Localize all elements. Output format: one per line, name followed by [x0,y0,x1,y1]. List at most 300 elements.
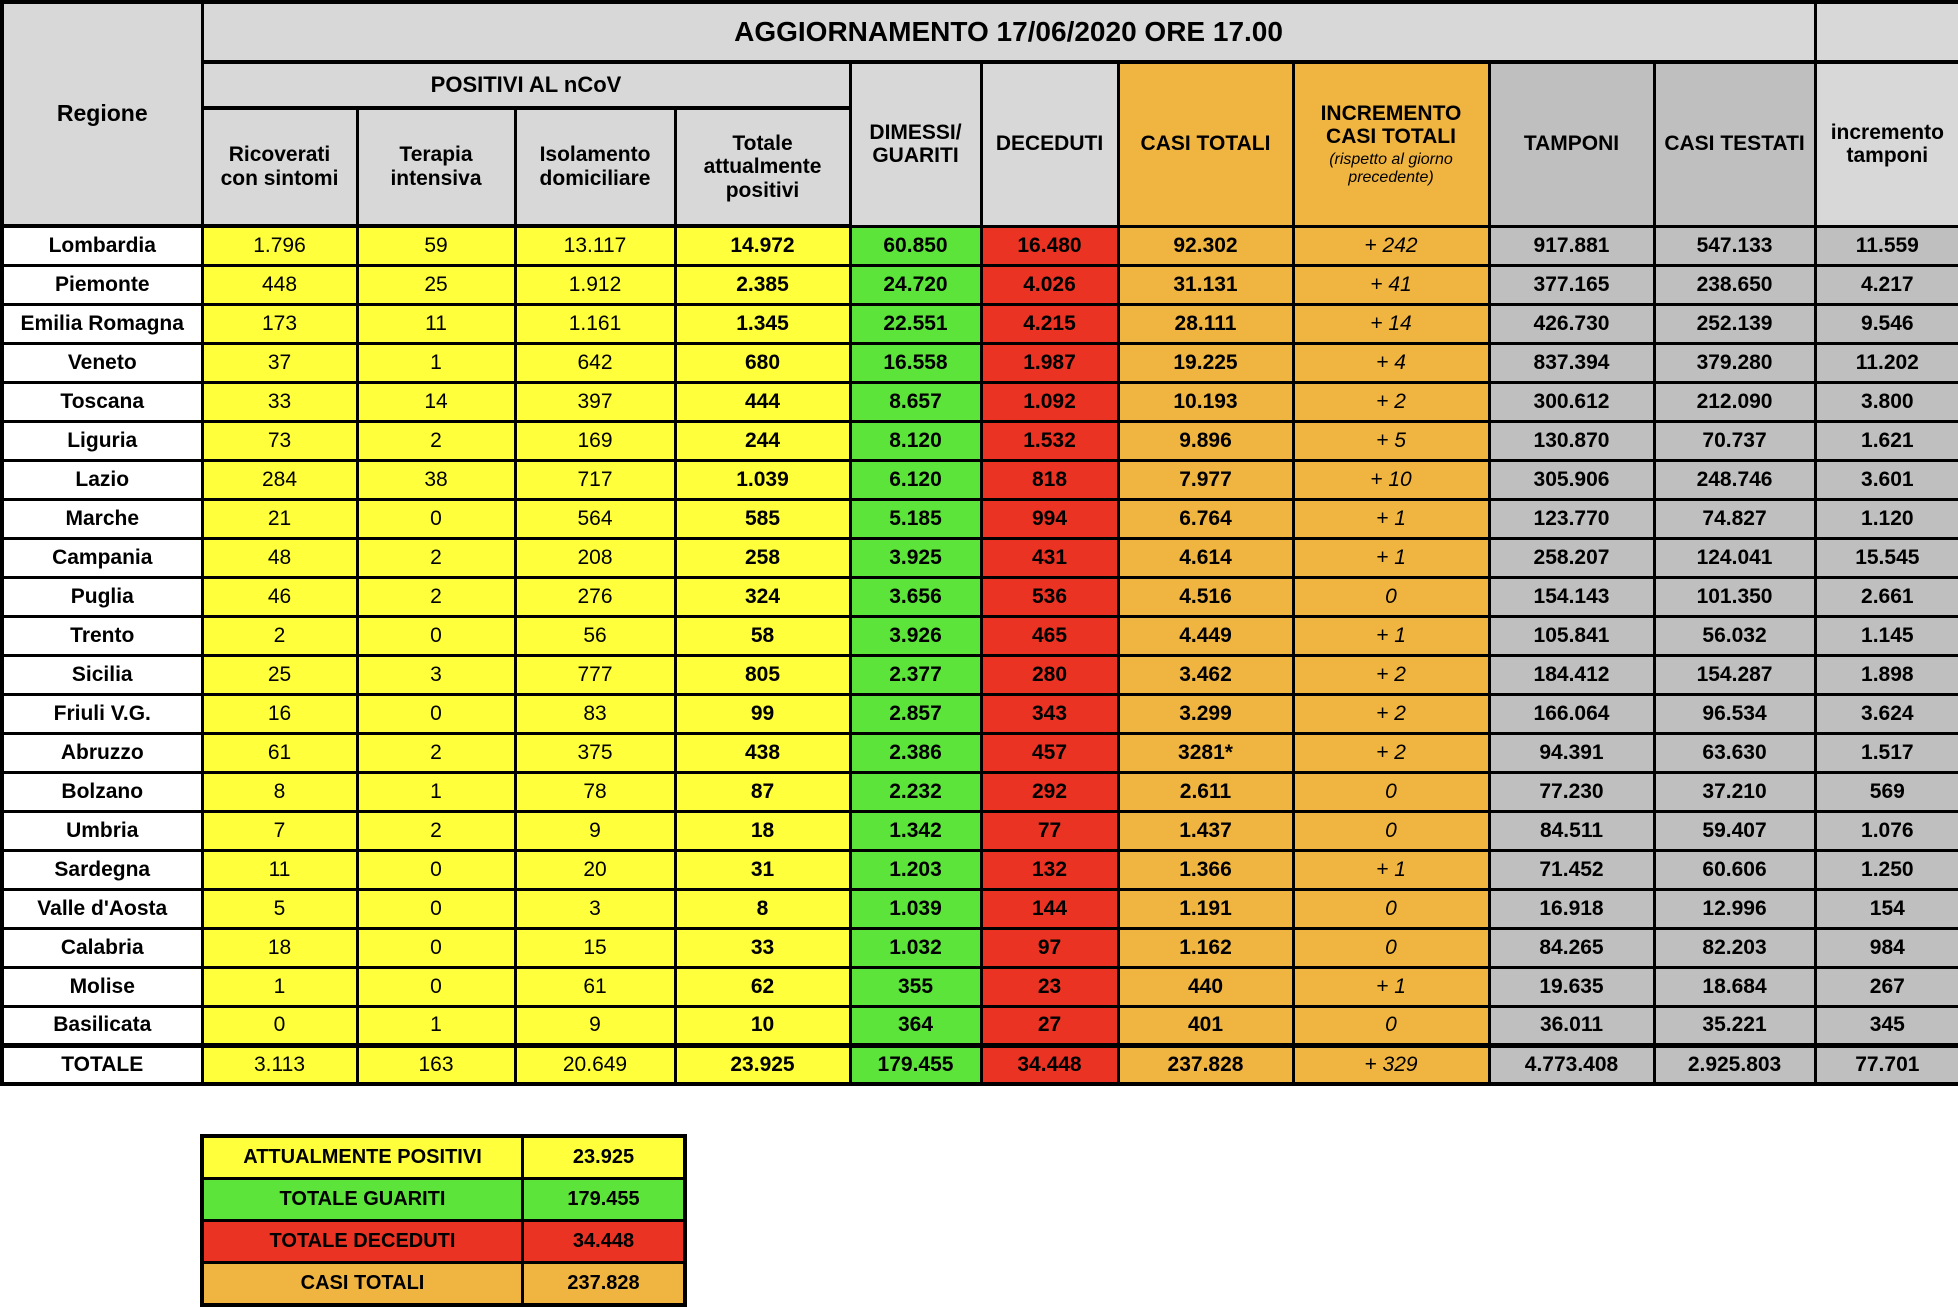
cell-ricoverati: 21 [202,499,357,538]
cell-terapia-intensiva: 0 [357,499,515,538]
region-name: Piemonte [2,265,202,304]
cell-terapia-intensiva: 0 [357,694,515,733]
cell-terapia-intensiva: 25 [357,265,515,304]
cell-deceduti: 132 [981,850,1118,889]
cell-incremento-casi: 0 [1293,1006,1489,1045]
cell-totale-positivi: 31 [675,850,850,889]
cell-ricoverati: 25 [202,655,357,694]
legend-label-totale-deceduti: TOTALE DECEDUTI [202,1221,523,1263]
header-ricoverati: Ricoverati con sintomi [202,108,357,226]
cell-incremento-casi: + 14 [1293,304,1489,343]
cell-incremento-casi: 0 [1293,889,1489,928]
cell-terapia-intensiva: 0 [357,967,515,1006]
cell-casi-totali: 1.366 [1118,850,1293,889]
cell-terapia-intensiva: 14 [357,382,515,421]
region-name: Campania [2,538,202,577]
cell-tamponi: 258.207 [1489,538,1654,577]
cell-totale-positivi: 58 [675,616,850,655]
cell-casi-totali: 31.131 [1118,265,1293,304]
cell-tamponi: 154.143 [1489,577,1654,616]
table-row [2,421,1958,460]
cell-incremento-casi: 0 [1293,928,1489,967]
cell-incremento-casi: + 1 [1293,616,1489,655]
cell-dimessi-guariti: 1.032 [850,928,981,967]
cell-terapia-intensiva: 0 [357,616,515,655]
region-name: Veneto [2,343,202,382]
region-name: Valle d'Aosta [2,889,202,928]
cell-deceduti: 431 [981,538,1118,577]
cell-incremento-tamponi: 9.546 [1815,304,1958,343]
cell-casi-testati: 154.287 [1654,655,1815,694]
cell-casi-totali: 19.225 [1118,343,1293,382]
region-name: TOTALE [2,1045,202,1084]
cell-ricoverati: 48 [202,538,357,577]
cell-isolamento: 717 [515,460,675,499]
cell-terapia-intensiva: 38 [357,460,515,499]
cell-incremento-casi: + 1 [1293,850,1489,889]
cell-terapia-intensiva: 1 [357,343,515,382]
cell-deceduti: 23 [981,967,1118,1006]
cell-dimessi-guariti: 8.120 [850,421,981,460]
table-row [2,577,1958,616]
cell-dimessi-guariti: 3.656 [850,577,981,616]
cell-dimessi-guariti: 364 [850,1006,981,1045]
table-row [2,226,1958,265]
cell-incremento-casi: 0 [1293,577,1489,616]
cell-ricoverati: 7 [202,811,357,850]
cell-incremento-casi: + 5 [1293,421,1489,460]
header-regione: Regione [2,2,202,226]
cell-incremento-tamponi: 11.559 [1815,226,1958,265]
cell-deceduti: 1.532 [981,421,1118,460]
cell-totale-positivi: 10 [675,1006,850,1045]
cell-deceduti: 457 [981,733,1118,772]
region-name: Sicilia [2,655,202,694]
cell-terapia-intensiva: 0 [357,850,515,889]
header-dimessi-guariti: DIMESSI/ GUARITI [850,62,981,226]
cell-deceduti: 465 [981,616,1118,655]
cell-incremento-casi: + 1 [1293,499,1489,538]
cell-casi-totali: 92.302 [1118,226,1293,265]
header-isolamento: Isolamento domiciliare [515,108,675,226]
cell-casi-totali: 3.299 [1118,694,1293,733]
cell-casi-totali: 6.764 [1118,499,1293,538]
table-row [2,850,1958,889]
cell-casi-totali: 4.516 [1118,577,1293,616]
cell-dimessi-guariti: 1.039 [850,889,981,928]
cell-incremento-casi: + 242 [1293,226,1489,265]
cell-isolamento: 169 [515,421,675,460]
legend-row [202,1179,685,1221]
cell-incremento-tamponi: 3.800 [1815,382,1958,421]
cell-dimessi-guariti: 2.232 [850,772,981,811]
cell-totale-positivi: 805 [675,655,850,694]
region-rows [2,226,1958,1084]
cell-casi-testati: 63.630 [1654,733,1815,772]
cell-casi-totali: 401 [1118,1006,1293,1045]
cell-ricoverati: 33 [202,382,357,421]
cell-totale-positivi: 33 [675,928,850,967]
legend-value-totale-guariti: 179.455 [523,1179,686,1221]
header-casi-testati: CASI TESTATI [1654,62,1815,226]
cell-incremento-casi: + 10 [1293,460,1489,499]
cell-incremento-casi: + 2 [1293,733,1489,772]
cell-dimessi-guariti: 3.926 [850,616,981,655]
header-incremento-casi-label: INCREMENTO CASI TOTALI [1320,101,1462,149]
cell-deceduti: 97 [981,928,1118,967]
cell-incremento-tamponi: 569 [1815,772,1958,811]
header-deceduti: DECEDUTI [981,62,1118,226]
cell-totale-positivi: 62 [675,967,850,1006]
cell-incremento-tamponi: 1.621 [1815,421,1958,460]
legend-value-attualmente-positivi: 23.925 [523,1136,686,1179]
cell-isolamento: 78 [515,772,675,811]
table-row [2,538,1958,577]
cell-casi-testati: 70.737 [1654,421,1815,460]
cell-casi-totali: 237.828 [1118,1045,1293,1084]
cell-totale-positivi: 438 [675,733,850,772]
cell-isolamento: 375 [515,733,675,772]
cell-casi-testati: 379.280 [1654,343,1815,382]
table-row [2,382,1958,421]
cell-totale-positivi: 99 [675,694,850,733]
cell-casi-testati: 212.090 [1654,382,1815,421]
cell-isolamento: 642 [515,343,675,382]
cell-tamponi: 426.730 [1489,304,1654,343]
table-row [2,655,1958,694]
cell-deceduti: 280 [981,655,1118,694]
cell-ricoverati: 1 [202,967,357,1006]
cell-tamponi: 36.011 [1489,1006,1654,1045]
cell-terapia-intensiva: 2 [357,811,515,850]
header-incremento-tamponi: incremento tamponi [1815,62,1958,226]
table-row [2,811,1958,850]
cell-isolamento: 3 [515,889,675,928]
cell-casi-testati: 60.606 [1654,850,1815,889]
cell-terapia-intensiva: 2 [357,538,515,577]
cell-tamponi: 71.452 [1489,850,1654,889]
cell-incremento-casi: + 2 [1293,694,1489,733]
cell-incremento-casi: + 2 [1293,382,1489,421]
legend-label-attualmente-positivi: ATTUALMENTE POSITIVI [202,1136,523,1179]
cell-ricoverati: 3.113 [202,1045,357,1084]
cell-incremento-tamponi: 4.217 [1815,265,1958,304]
cell-dimessi-guariti: 3.925 [850,538,981,577]
table-row [2,616,1958,655]
legend-row [202,1263,685,1306]
cell-ricoverati: 18 [202,928,357,967]
cell-dimessi-guariti: 16.558 [850,343,981,382]
cell-tamponi: 123.770 [1489,499,1654,538]
cell-incremento-casi: + 329 [1293,1045,1489,1084]
cell-terapia-intensiva: 0 [357,928,515,967]
cell-dimessi-guariti: 1.203 [850,850,981,889]
legend-value-totale-deceduti: 34.448 [523,1221,686,1263]
cell-terapia-intensiva: 1 [357,772,515,811]
cell-isolamento: 83 [515,694,675,733]
cell-totale-positivi: 1.039 [675,460,850,499]
cell-tamponi: 105.841 [1489,616,1654,655]
corner-cell [1815,2,1958,62]
cell-incremento-tamponi: 1.120 [1815,499,1958,538]
cell-tamponi: 377.165 [1489,265,1654,304]
cell-deceduti: 343 [981,694,1118,733]
cell-isolamento: 564 [515,499,675,538]
cell-isolamento: 9 [515,1006,675,1045]
cell-deceduti: 4.215 [981,304,1118,343]
region-name: Calabria [2,928,202,967]
cell-ricoverati: 46 [202,577,357,616]
region-name: Molise [2,967,202,1006]
cell-incremento-tamponi: 1.076 [1815,811,1958,850]
table-row [2,889,1958,928]
region-name: Umbria [2,811,202,850]
cell-isolamento: 777 [515,655,675,694]
cell-ricoverati: 73 [202,421,357,460]
cell-totale-positivi: 585 [675,499,850,538]
cell-casi-testati: 37.210 [1654,772,1815,811]
cell-casi-testati: 238.650 [1654,265,1815,304]
cell-deceduti: 1.092 [981,382,1118,421]
cell-ricoverati: 448 [202,265,357,304]
legend-table [200,1134,687,1307]
cell-incremento-tamponi: 11.202 [1815,343,1958,382]
cell-terapia-intensiva: 59 [357,226,515,265]
cell-incremento-tamponi: 1.250 [1815,850,1958,889]
table-row [2,304,1958,343]
legend-value-casi-totali: 237.828 [523,1263,686,1306]
cell-terapia-intensiva: 2 [357,577,515,616]
header-terapia-intensiva: Terapia intensiva [357,108,515,226]
cell-incremento-tamponi: 1.898 [1815,655,1958,694]
cell-terapia-intensiva: 1 [357,1006,515,1045]
cell-incremento-casi: 0 [1293,772,1489,811]
header-positivi-group: POSITIVI AL nCoV [202,62,850,108]
cell-incremento-casi: 0 [1293,811,1489,850]
cell-deceduti: 1.987 [981,343,1118,382]
cell-casi-testati: 101.350 [1654,577,1815,616]
cell-isolamento: 61 [515,967,675,1006]
cell-ricoverati: 61 [202,733,357,772]
cell-totale-positivi: 324 [675,577,850,616]
table-row [2,967,1958,1006]
cell-casi-totali: 2.611 [1118,772,1293,811]
cell-isolamento: 20.649 [515,1045,675,1084]
cell-incremento-tamponi: 1.517 [1815,733,1958,772]
cell-casi-totali: 1.191 [1118,889,1293,928]
table-title: AGGIORNAMENTO 17/06/2020 ORE 17.00 [202,2,1815,62]
region-name: Sardegna [2,850,202,889]
cell-incremento-tamponi: 984 [1815,928,1958,967]
cell-terapia-intensiva: 11 [357,304,515,343]
cell-casi-totali: 1.162 [1118,928,1293,967]
cell-incremento-tamponi: 15.545 [1815,538,1958,577]
cell-tamponi: 84.265 [1489,928,1654,967]
cell-deceduti: 994 [981,499,1118,538]
cell-dimessi-guariti: 2.857 [850,694,981,733]
cell-dimessi-guariti: 22.551 [850,304,981,343]
cell-casi-totali: 3281* [1118,733,1293,772]
cell-incremento-tamponi: 77.701 [1815,1045,1958,1084]
cell-incremento-tamponi: 3.601 [1815,460,1958,499]
region-name: Liguria [2,421,202,460]
cell-isolamento: 276 [515,577,675,616]
cell-ricoverati: 0 [202,1006,357,1045]
cell-incremento-tamponi: 345 [1815,1006,1958,1045]
header-casi-totali: CASI TOTALI [1118,62,1293,226]
region-name: Lombardia [2,226,202,265]
table-row [2,694,1958,733]
cell-dimessi-guariti: 1.342 [850,811,981,850]
cell-casi-testati: 18.684 [1654,967,1815,1006]
cell-casi-totali: 3.462 [1118,655,1293,694]
cell-incremento-casi: + 1 [1293,967,1489,1006]
cell-totale-positivi: 1.345 [675,304,850,343]
region-name: Trento [2,616,202,655]
cell-dimessi-guariti: 60.850 [850,226,981,265]
cell-isolamento: 13.117 [515,226,675,265]
cell-deceduti: 34.448 [981,1045,1118,1084]
cell-incremento-tamponi: 154 [1815,889,1958,928]
cell-casi-testati: 74.827 [1654,499,1815,538]
cell-isolamento: 20 [515,850,675,889]
cell-dimessi-guariti: 6.120 [850,460,981,499]
region-name: Lazio [2,460,202,499]
cell-casi-testati: 2.925.803 [1654,1045,1815,1084]
cell-totale-positivi: 8 [675,889,850,928]
cell-ricoverati: 8 [202,772,357,811]
cell-casi-testati: 12.996 [1654,889,1815,928]
table-row [2,772,1958,811]
header-incremento-casi-note: (rispetto al giorno precedente) [1329,150,1453,186]
cell-tamponi: 300.612 [1489,382,1654,421]
region-name: Basilicata [2,1006,202,1045]
cell-isolamento: 15 [515,928,675,967]
cell-totale-positivi: 680 [675,343,850,382]
cell-isolamento: 56 [515,616,675,655]
cell-casi-testati: 35.221 [1654,1006,1815,1045]
cell-deceduti: 4.026 [981,265,1118,304]
cell-incremento-casi: + 2 [1293,655,1489,694]
cell-deceduti: 536 [981,577,1118,616]
cell-terapia-intensiva: 2 [357,733,515,772]
cell-tamponi: 94.391 [1489,733,1654,772]
cell-incremento-casi: + 4 [1293,343,1489,382]
cell-tamponi: 16.918 [1489,889,1654,928]
cell-dimessi-guariti: 24.720 [850,265,981,304]
cell-tamponi: 77.230 [1489,772,1654,811]
cell-terapia-intensiva: 163 [357,1045,515,1084]
table-row [2,265,1958,304]
cell-casi-totali: 4.449 [1118,616,1293,655]
region-name: Toscana [2,382,202,421]
cell-terapia-intensiva: 0 [357,889,515,928]
cell-deceduti: 144 [981,889,1118,928]
cell-dimessi-guariti: 179.455 [850,1045,981,1084]
cell-casi-totali: 7.977 [1118,460,1293,499]
cell-incremento-tamponi: 2.661 [1815,577,1958,616]
cell-incremento-casi: + 1 [1293,538,1489,577]
cell-isolamento: 397 [515,382,675,421]
cell-terapia-intensiva: 2 [357,421,515,460]
cell-dimessi-guariti: 2.377 [850,655,981,694]
cell-casi-testati: 252.139 [1654,304,1815,343]
cell-casi-testati: 96.534 [1654,694,1815,733]
table-row [2,460,1958,499]
cell-isolamento: 9 [515,811,675,850]
cell-ricoverati: 11 [202,850,357,889]
cell-dimessi-guariti: 5.185 [850,499,981,538]
cell-tamponi: 130.870 [1489,421,1654,460]
cell-casi-totali: 4.614 [1118,538,1293,577]
header-totale-positivi: Totale attualmente positivi [675,108,850,226]
cell-casi-testati: 124.041 [1654,538,1815,577]
cell-deceduti: 27 [981,1006,1118,1045]
cell-totale-positivi: 18 [675,811,850,850]
region-name: Puglia [2,577,202,616]
cell-tamponi: 184.412 [1489,655,1654,694]
region-name: Marche [2,499,202,538]
cell-casi-testati: 56.032 [1654,616,1815,655]
legend-row [202,1136,685,1179]
cell-isolamento: 1.161 [515,304,675,343]
cell-ricoverati: 173 [202,304,357,343]
cell-terapia-intensiva: 3 [357,655,515,694]
cell-totale-positivi: 444 [675,382,850,421]
cell-deceduti: 292 [981,772,1118,811]
cell-tamponi: 837.394 [1489,343,1654,382]
header-tamponi: TAMPONI [1489,62,1654,226]
table-row [2,733,1958,772]
cell-casi-testati: 547.133 [1654,226,1815,265]
cell-casi-totali: 28.111 [1118,304,1293,343]
cell-casi-totali: 1.437 [1118,811,1293,850]
cell-tamponi: 4.773.408 [1489,1045,1654,1084]
legend-label-totale-guariti: TOTALE GUARITI [202,1179,523,1221]
cell-ricoverati: 2 [202,616,357,655]
cell-ricoverati: 284 [202,460,357,499]
cell-tamponi: 19.635 [1489,967,1654,1006]
cell-ricoverati: 5 [202,889,357,928]
region-name: Bolzano [2,772,202,811]
cell-casi-testati: 82.203 [1654,928,1815,967]
cell-totale-positivi: 258 [675,538,850,577]
cell-casi-testati: 248.746 [1654,460,1815,499]
table-row [2,1006,1958,1045]
cell-isolamento: 208 [515,538,675,577]
cell-ricoverati: 16 [202,694,357,733]
table-row [2,499,1958,538]
cell-casi-testati: 59.407 [1654,811,1815,850]
cell-incremento-tamponi: 267 [1815,967,1958,1006]
legend-label-casi-totali: CASI TOTALI [202,1263,523,1306]
cell-totale-positivi: 2.385 [675,265,850,304]
header-incremento-casi [1293,62,1489,226]
cell-deceduti: 818 [981,460,1118,499]
cell-totale-positivi: 244 [675,421,850,460]
cell-dimessi-guariti: 8.657 [850,382,981,421]
region-name: Friuli V.G. [2,694,202,733]
cell-totale-positivi: 14.972 [675,226,850,265]
region-name: Abruzzo [2,733,202,772]
cell-ricoverati: 37 [202,343,357,382]
cell-tamponi: 84.511 [1489,811,1654,850]
cell-tamponi: 305.906 [1489,460,1654,499]
region-name: Emilia Romagna [2,304,202,343]
cell-ricoverati: 1.796 [202,226,357,265]
cell-totale-positivi: 87 [675,772,850,811]
cell-casi-totali: 9.896 [1118,421,1293,460]
